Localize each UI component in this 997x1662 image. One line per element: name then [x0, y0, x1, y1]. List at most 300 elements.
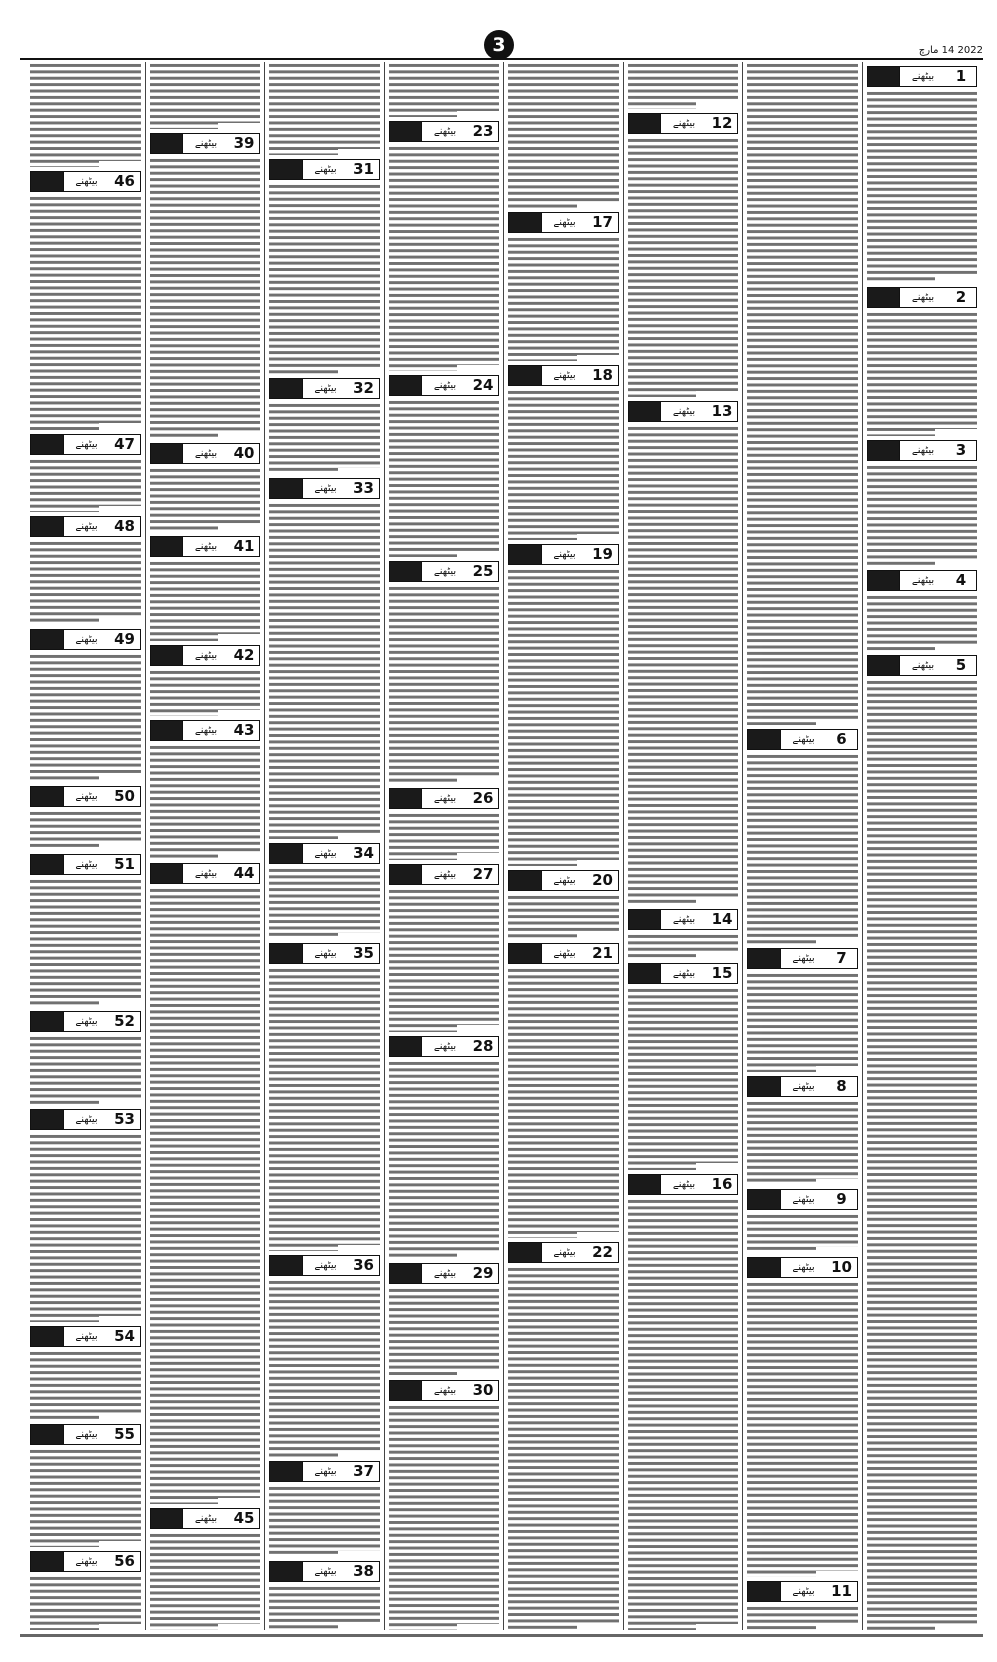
news-item-header: [150, 863, 261, 884]
news-item-number: 38: [349, 1562, 379, 1581]
news-item-body: [389, 399, 500, 557]
header-bar: [868, 571, 900, 590]
news-item-header: [628, 1174, 739, 1195]
news-item: [150, 439, 261, 531]
header-bar: [270, 944, 302, 963]
top-rule: [20, 58, 983, 60]
news-item-body: [269, 1485, 380, 1557]
header-bar: [390, 789, 422, 808]
news-item-header: [30, 1424, 141, 1445]
news-item: [747, 1185, 858, 1253]
news-item-label: بیٹھنے: [421, 789, 468, 808]
news-item-label: بیٹھنے: [660, 402, 707, 421]
news-item: [508, 1238, 619, 1630]
news-item-header: [269, 478, 380, 499]
news-item-header: [747, 1257, 858, 1278]
news-item-number: 40: [229, 444, 259, 463]
news-item-continuation: [150, 62, 261, 129]
news-item-label: بیٹھنے: [302, 1462, 349, 1481]
news-item-number: 35: [349, 944, 379, 963]
news-item-label: بیٹھنے: [780, 949, 827, 968]
header-bar: [151, 721, 183, 740]
news-item: [150, 532, 261, 641]
news-item-label: بیٹھنے: [541, 213, 588, 232]
news-item-header: [867, 440, 978, 461]
news-item-label: بیٹھنے: [541, 366, 588, 385]
news-item-continuation: [389, 62, 500, 117]
news-item-number: 14: [707, 910, 737, 929]
news-item-label: بیٹھنے: [541, 545, 588, 564]
news-item-number: 27: [468, 865, 498, 884]
newspaper-columns: [26, 62, 981, 1630]
news-item-header: [747, 1581, 858, 1602]
news-item: [867, 436, 978, 566]
news-item-number: 9: [827, 1190, 857, 1209]
header-bar: [270, 1462, 302, 1481]
news-item-label: بیٹھنے: [899, 67, 946, 86]
news-item-header: [389, 561, 500, 582]
news-item-body: [389, 888, 500, 1032]
header-bar: [151, 537, 183, 556]
news-item: [30, 625, 141, 783]
news-item-header: [389, 1036, 500, 1057]
news-item-header: [508, 1242, 619, 1263]
news-item-number: 22: [588, 1243, 618, 1262]
news-item-label: بیٹھنے: [660, 910, 707, 929]
news-item-continuation: [269, 62, 380, 155]
news-item: [389, 1032, 500, 1259]
news-item-number: 28: [468, 1037, 498, 1056]
news-item-body: [30, 653, 141, 783]
news-item-body: [30, 540, 141, 625]
news-item-label: بیٹھنے: [421, 562, 468, 581]
news-item: [269, 374, 380, 474]
news-item-header: [628, 909, 739, 930]
header-bar: [868, 441, 900, 460]
news-item-header: [269, 843, 380, 864]
news-item: [150, 1504, 261, 1630]
news-item-label: بیٹھنے: [421, 1037, 468, 1056]
news-item-body: [150, 62, 261, 129]
news-item-number: 20: [588, 871, 618, 890]
news-item: [30, 782, 141, 850]
header-bar: [509, 1243, 541, 1262]
news-item-label: بیٹھنے: [541, 871, 588, 890]
news-item-body: [628, 425, 739, 904]
news-item: [508, 939, 619, 1238]
header-bar: [629, 964, 661, 983]
news-item-number: 41: [229, 537, 259, 556]
news-item-header: [30, 854, 141, 875]
news-item: [628, 1170, 739, 1630]
news-column: [623, 62, 743, 1630]
header-bar: [151, 134, 183, 153]
header-bar: [31, 855, 63, 874]
news-item-body: [747, 753, 858, 944]
news-item-label: بیٹھنے: [302, 844, 349, 863]
news-item-label: بیٹھنے: [421, 1381, 468, 1400]
news-item-header: [269, 1461, 380, 1482]
news-item-label: بیٹھنے: [899, 441, 946, 460]
header-bar: [390, 1037, 422, 1056]
news-item-label: بیٹھنے: [302, 160, 349, 179]
news-item-header: [867, 287, 978, 308]
header-bar: [31, 1012, 63, 1031]
news-item-number: 15: [707, 964, 737, 983]
news-item: [30, 430, 141, 513]
issue-date: 2022 14 مارچ: [918, 45, 983, 56]
header-bar: [31, 1552, 63, 1571]
news-item-header: [508, 544, 619, 565]
news-item-body: [269, 62, 380, 155]
news-item-header: [30, 1109, 141, 1130]
news-item-number: 25: [468, 562, 498, 581]
news-item-body: [389, 1287, 500, 1376]
news-item: [30, 850, 141, 1008]
news-item-number: 17: [588, 213, 618, 232]
news-item-number: 10: [827, 1258, 857, 1277]
news-item-number: 31: [349, 160, 379, 179]
header-bar: [270, 1256, 302, 1275]
news-item-body: [508, 1266, 619, 1630]
news-item-header: [150, 645, 261, 666]
header-bar: [748, 1258, 780, 1277]
news-column: [742, 62, 862, 1630]
header-bar: [390, 376, 422, 395]
news-item-label: بیٹھنے: [182, 537, 229, 556]
news-item-label: بیٹھنے: [421, 865, 468, 884]
news-item: [389, 557, 500, 784]
news-item-label: بیٹھنے: [421, 122, 468, 141]
news-item-label: بیٹھنے: [63, 1012, 110, 1031]
news-item-body: [269, 867, 380, 939]
news-item-number: 5: [946, 656, 976, 675]
news-item-number: 50: [110, 787, 140, 806]
news-item-label: بیٹھنے: [63, 517, 110, 536]
news-item-body: [150, 669, 261, 716]
header-bar: [868, 656, 900, 675]
news-item-number: 37: [349, 1462, 379, 1481]
news-item: [389, 860, 500, 1032]
header-bar: [509, 871, 541, 890]
news-item-number: 47: [110, 435, 140, 454]
news-item-number: 46: [110, 172, 140, 191]
news-item: [508, 866, 619, 939]
news-item: [747, 725, 858, 944]
news-item-body: [30, 195, 141, 430]
news-column: [862, 62, 982, 1630]
news-item-label: بیٹھنے: [182, 134, 229, 153]
news-item-body: [150, 1532, 261, 1630]
news-item-label: بیٹھنے: [660, 114, 707, 133]
news-item: [269, 839, 380, 939]
news-item: [867, 283, 978, 436]
news-item: [867, 62, 978, 283]
news-item-body: [508, 236, 619, 361]
header-bar: [868, 67, 900, 86]
header-bar: [151, 444, 183, 463]
news-item-body: [747, 972, 858, 1072]
news-item-number: 45: [229, 1509, 259, 1528]
news-item-body: [30, 878, 141, 1008]
news-item: [747, 1253, 858, 1577]
news-item-number: 23: [468, 122, 498, 141]
header-bar: [31, 1425, 63, 1444]
header-bar: [151, 864, 183, 883]
news-item-header: [389, 375, 500, 396]
news-item-header: [150, 720, 261, 741]
news-item-header: [150, 536, 261, 557]
header-bar: [748, 730, 780, 749]
news-item-header: [269, 1561, 380, 1582]
news-item: [150, 859, 261, 1505]
news-item-number: 33: [349, 479, 379, 498]
news-column: [26, 62, 145, 1630]
news-item-header: [508, 212, 619, 233]
news-item-number: 26: [468, 789, 498, 808]
news-item-label: بیٹھنے: [302, 1256, 349, 1275]
news-item-continuation: [30, 62, 141, 167]
news-item-header: [150, 443, 261, 464]
news-item-body: [628, 62, 739, 109]
news-item-header: [30, 434, 141, 455]
news-item: [30, 1105, 141, 1323]
news-item-header: [30, 1551, 141, 1572]
news-item-body: [867, 464, 978, 566]
header-bar: [868, 288, 900, 307]
news-item-header: [269, 943, 380, 964]
news-item-number: 29: [468, 1264, 498, 1283]
header-bar: [629, 910, 661, 929]
news-item-label: بیٹھنے: [780, 1582, 827, 1601]
news-item-body: [508, 62, 619, 208]
news-item-body: [389, 145, 500, 371]
news-item: [747, 1072, 858, 1185]
news-item-header: [508, 943, 619, 964]
header-bar: [151, 646, 183, 665]
news-item-body: [628, 137, 739, 398]
news-item-header: [150, 133, 261, 154]
header-bar: [509, 366, 541, 385]
news-item-label: بیٹھنے: [182, 1509, 229, 1528]
news-item-body: [508, 568, 619, 866]
news-item-header: [389, 121, 500, 142]
news-item: [269, 1251, 380, 1457]
news-item: [389, 784, 500, 860]
header-bar: [31, 1110, 63, 1129]
news-item: [30, 1322, 141, 1420]
news-item-header: [30, 171, 141, 192]
news-item-body: [269, 402, 380, 474]
news-item-header: [747, 1189, 858, 1210]
news-item: [30, 1420, 141, 1548]
news-item-label: بیٹھنے: [780, 730, 827, 749]
news-item-label: بیٹھنے: [63, 855, 110, 874]
news-item-body: [389, 585, 500, 784]
news-item-body: [30, 458, 141, 513]
news-item-label: بیٹھنے: [302, 944, 349, 963]
header-bar: [509, 944, 541, 963]
news-item-header: [508, 365, 619, 386]
news-item-body: [389, 1404, 500, 1630]
news-item-continuation: [508, 62, 619, 208]
news-item-number: 7: [827, 949, 857, 968]
news-item: [269, 1457, 380, 1557]
news-item-label: بیٹھنے: [63, 787, 110, 806]
news-item-label: بیٹھنے: [63, 1327, 110, 1346]
news-item-label: بیٹھنے: [182, 444, 229, 463]
news-item-number: 19: [588, 545, 618, 564]
news-item: [269, 155, 380, 374]
header-bar: [31, 630, 63, 649]
header-bar: [151, 1509, 183, 1528]
header-bar: [270, 844, 302, 863]
news-item: [508, 540, 619, 866]
news-item-header: [628, 113, 739, 134]
news-item-header: [867, 66, 978, 87]
news-item-body: [269, 183, 380, 374]
header-bar: [629, 1175, 661, 1194]
news-column: [264, 62, 384, 1630]
news-item-body: [628, 933, 739, 960]
news-item-body: [867, 311, 978, 436]
news-item-body: [150, 744, 261, 859]
news-item-header: [30, 786, 141, 807]
header-bar: [629, 402, 661, 421]
news-item-header: [747, 948, 858, 969]
news-item-body: [269, 1279, 380, 1457]
news-item-label: بیٹھنے: [899, 571, 946, 590]
news-item-number: 3: [946, 441, 976, 460]
news-item-header: [508, 870, 619, 891]
news-item: [150, 129, 261, 439]
header-bar: [509, 545, 541, 564]
news-item-body: [30, 1448, 141, 1548]
header-bar: [31, 517, 63, 536]
news-item-header: [867, 655, 978, 676]
news-item: [150, 641, 261, 716]
news-item-number: 1: [946, 67, 976, 86]
header-bar: [748, 1190, 780, 1209]
news-item-label: بیٹھنے: [63, 172, 110, 191]
news-item-label: بیٹھنے: [541, 1243, 588, 1262]
news-item-body: [30, 1035, 141, 1105]
news-item-header: [269, 159, 380, 180]
news-item-continuation: [628, 62, 739, 109]
news-item: [269, 1557, 380, 1630]
news-item-body: [747, 1605, 858, 1630]
news-item-label: بیٹھنے: [421, 1264, 468, 1283]
news-item-number: 54: [110, 1327, 140, 1346]
news-item: [150, 716, 261, 859]
bottom-rule: [20, 1634, 983, 1637]
news-item-body: [867, 679, 978, 1630]
news-item-number: 4: [946, 571, 976, 590]
news-item-body: [747, 1100, 858, 1185]
news-item-header: [389, 864, 500, 885]
news-item-body: [30, 810, 141, 850]
news-item: [867, 566, 978, 651]
header-bar: [390, 122, 422, 141]
news-item-number: 32: [349, 379, 379, 398]
header-bar: [748, 949, 780, 968]
news-item-body: [389, 1060, 500, 1259]
news-item-body: [269, 1585, 380, 1630]
news-item-body: [150, 560, 261, 641]
news-item-label: بیٹھنے: [63, 435, 110, 454]
news-item-number: 6: [827, 730, 857, 749]
news-item-number: 2: [946, 288, 976, 307]
page-number: 3: [484, 30, 514, 60]
news-item: [389, 1376, 500, 1630]
news-item-body: [747, 62, 858, 725]
news-item: [30, 1007, 141, 1105]
news-item: [508, 208, 619, 361]
news-item-header: [747, 729, 858, 750]
news-item-number: 12: [707, 114, 737, 133]
news-item-label: بیٹھنے: [302, 379, 349, 398]
news-column: [503, 62, 623, 1630]
news-item: [269, 474, 380, 839]
header-bar: [390, 1264, 422, 1283]
news-item-header: [269, 1255, 380, 1276]
header-bar: [270, 479, 302, 498]
news-item-body: [508, 894, 619, 939]
news-item-label: بیٹھنے: [63, 1110, 110, 1129]
news-item-label: بیٹھنے: [899, 288, 946, 307]
news-item-number: 34: [349, 844, 379, 863]
news-item: [747, 944, 858, 1072]
news-item: [389, 1259, 500, 1376]
news-item-body: [30, 1575, 141, 1630]
header-bar: [31, 787, 63, 806]
news-item-number: 43: [229, 721, 259, 740]
news-item-label: بیٹھنے: [541, 944, 588, 963]
news-item-body: [747, 1213, 858, 1253]
news-item: [389, 117, 500, 371]
news-column: [145, 62, 265, 1630]
news-item-label: بیٹھنے: [660, 1175, 707, 1194]
news-item: [30, 512, 141, 625]
news-item-header: [867, 570, 978, 591]
news-item-number: 8: [827, 1077, 857, 1096]
news-item: [867, 651, 978, 1630]
news-item-number: 39: [229, 134, 259, 153]
news-item-header: [389, 1380, 500, 1401]
news-item-body: [867, 594, 978, 651]
news-item-label: بیٹھنے: [780, 1190, 827, 1209]
news-item-label: بیٹھنے: [660, 964, 707, 983]
news-item-header: [30, 516, 141, 537]
header-bar: [390, 562, 422, 581]
news-item-label: بیٹھنے: [780, 1258, 827, 1277]
header-bar: [509, 213, 541, 232]
header-bar: [270, 1562, 302, 1581]
news-item-body: [30, 62, 141, 167]
news-item: [269, 939, 380, 1251]
news-item-body: [867, 90, 978, 283]
header-bar: [748, 1582, 780, 1601]
news-item-label: بیٹھنے: [182, 864, 229, 883]
news-item-number: 53: [110, 1110, 140, 1129]
news-item-number: 48: [110, 517, 140, 536]
news-item: [628, 959, 739, 1170]
header-bar: [31, 172, 63, 191]
news-item-header: [30, 1326, 141, 1347]
news-item-label: بیٹھنے: [302, 1562, 349, 1581]
news-item-header: [389, 788, 500, 809]
news-item-body: [628, 1198, 739, 1630]
